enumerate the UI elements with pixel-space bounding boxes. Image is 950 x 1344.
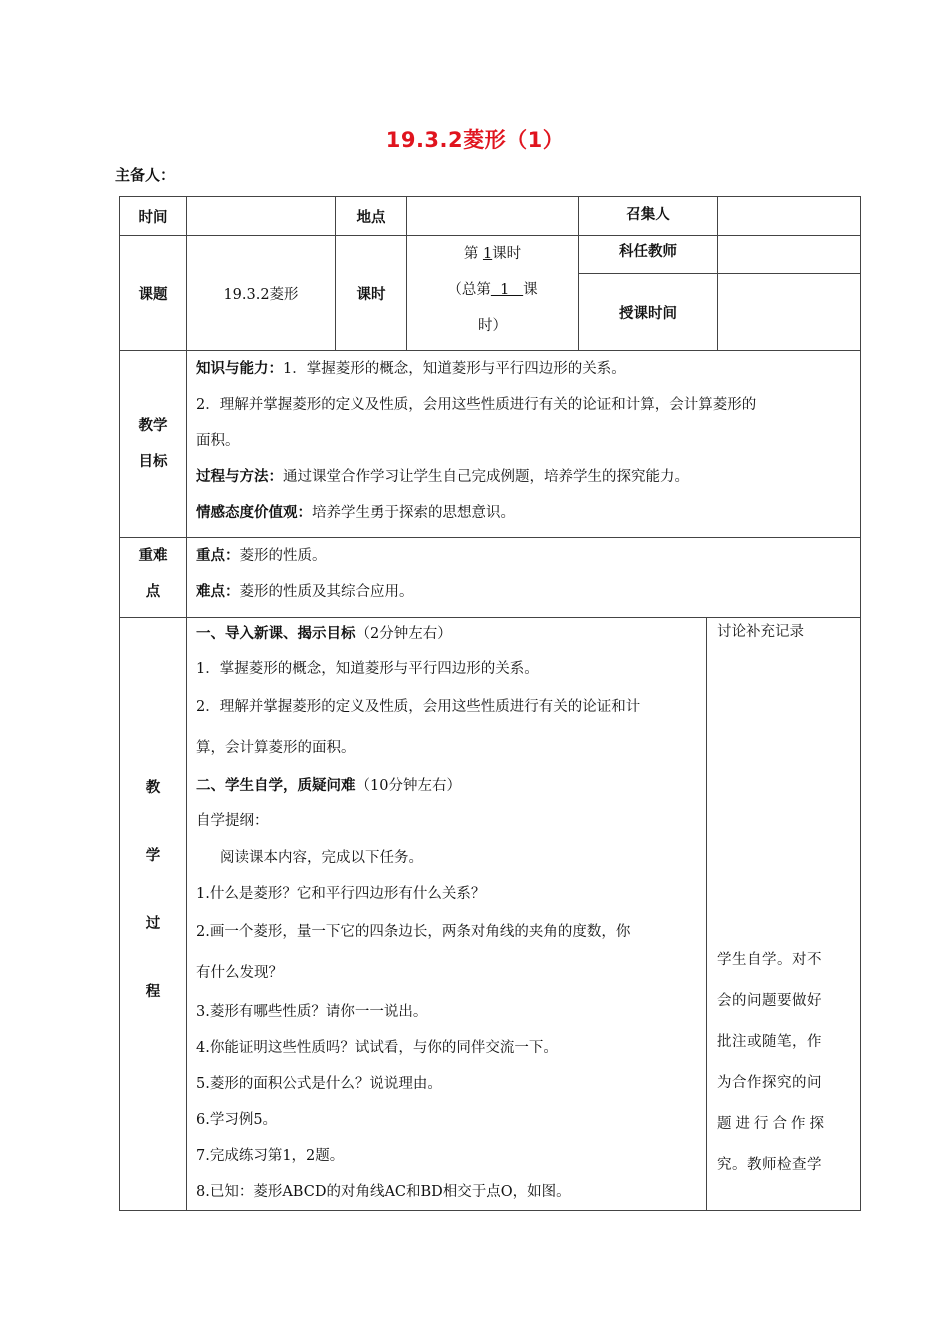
process-content bbox=[187, 618, 707, 1211]
process-label bbox=[120, 618, 187, 1211]
notes-line-6: 究。教师检查学 bbox=[717, 1157, 822, 1173]
period-prefix: 第 bbox=[463, 246, 483, 262]
notes-line-2: 会的问题要做好 bbox=[717, 993, 822, 1009]
period-line-3: 时） bbox=[478, 318, 507, 334]
emotion-text: 培养学生勇于探索的思想意识。 bbox=[312, 505, 515, 521]
time-value bbox=[187, 197, 336, 236]
objective-knowledge-2-cont: 面积。 bbox=[196, 433, 240, 449]
objective-knowledge bbox=[187, 351, 860, 387]
knowledge-text: 1．掌握菱形的概念，知道菱形与平行四边形的关系。 bbox=[283, 361, 626, 377]
objective-process bbox=[187, 459, 860, 495]
notes-line-3: 批注或随笔，作 bbox=[717, 1034, 822, 1050]
question-4: 4.你能证明这些性质吗？试试看，与你的同伴交流一下。 bbox=[196, 1040, 558, 1056]
difficult-title: 难点： bbox=[196, 584, 240, 600]
keypoints-label bbox=[120, 538, 187, 618]
notes-line-4: 为合作探究的问 bbox=[717, 1075, 822, 1091]
period-label: 课时 bbox=[336, 236, 407, 351]
section-2-time: （10分钟左右） bbox=[355, 778, 461, 794]
process-text: 通过课堂合作学习让学生自己完成例题，培养学生的探究能力。 bbox=[283, 469, 689, 485]
key-text: 菱形的性质。 bbox=[239, 548, 327, 564]
place-label: 地点 bbox=[336, 197, 407, 236]
objectives-label bbox=[120, 351, 187, 538]
process-label-char-3: 过 bbox=[145, 916, 161, 932]
keypoints-content bbox=[187, 538, 861, 618]
notes-line-1: 学生自学。对不 bbox=[717, 952, 822, 968]
self-study-instruction: 阅读课本内容，完成以下任务。 bbox=[220, 850, 423, 866]
keypoints-label-line-2: 点 bbox=[145, 584, 161, 600]
time-label: 时间 bbox=[120, 197, 187, 236]
question-1: 1.什么是菱形？它和平行四边形有什么关系？ bbox=[196, 886, 486, 902]
self-study-outline: 自学提纲： bbox=[196, 813, 269, 829]
keypoints-label-line-1: 重难 bbox=[138, 548, 168, 564]
emotion-title: 情感态度价值观： bbox=[196, 505, 312, 521]
key-point bbox=[187, 538, 860, 574]
notes-column bbox=[707, 618, 861, 1211]
question-6: 6.学习例5。 bbox=[196, 1112, 278, 1128]
section-1-item-2: 2．理解并掌握菱形的定义及性质，会用这些性质进行有关的论证和计 bbox=[196, 699, 641, 715]
process-label-char-4: 程 bbox=[145, 984, 161, 1000]
convener-label: 召集人 bbox=[579, 197, 718, 236]
section-1-item-1: 1．掌握菱形的概念，知道菱形与平行四边形的关系。 bbox=[196, 661, 539, 677]
notes-line-5: 题进行合作探 bbox=[717, 1116, 828, 1132]
question-3: 3.菱形有哪些性质？请你一一说出。 bbox=[196, 1004, 428, 1020]
teacher-value bbox=[718, 236, 861, 274]
process-label-char-2: 学 bbox=[145, 848, 161, 864]
question-8: 8.已知：菱形ABCD的对角线AC和BD相交于点O，如图。 bbox=[196, 1184, 571, 1200]
objective-emotion bbox=[187, 495, 860, 531]
preparer-label: 主备人： bbox=[115, 166, 176, 184]
section-1-time: （2分钟左右） bbox=[355, 626, 452, 642]
lesson-plan-table bbox=[119, 196, 861, 1211]
question-5: 5.菱形的面积公式是什么？说说理由。 bbox=[196, 1076, 442, 1092]
objectives-label-line-1: 教学 bbox=[138, 418, 168, 434]
section-1-heading bbox=[187, 618, 706, 650]
notes-spacer bbox=[717, 646, 854, 940]
question-2-cont: 有什么发现？ bbox=[196, 965, 283, 981]
question-2: 2.画一个菱形，量一下它的四条边长，两条对角线的夹角的度数，你 bbox=[196, 924, 631, 940]
convener-value bbox=[718, 197, 861, 236]
key-title: 重点： bbox=[196, 548, 240, 564]
section-1-item-2-cont: 算，会计算菱形的面积。 bbox=[196, 740, 356, 756]
place-value bbox=[407, 197, 579, 236]
process-label-char-1: 教 bbox=[145, 780, 161, 796]
objectives-content bbox=[187, 351, 861, 538]
topic-label: 课题 bbox=[120, 236, 187, 351]
difficult-text: 菱形的性质及其综合应用。 bbox=[239, 584, 414, 600]
objectives-label-line-2: 目标 bbox=[138, 454, 168, 470]
period-line-2 bbox=[407, 272, 578, 308]
total-number: 1 bbox=[490, 282, 524, 298]
notes-title: 讨论补充记录 bbox=[717, 624, 804, 640]
process-title: 过程与方法： bbox=[196, 469, 283, 485]
question-7: 7.完成练习第1，2题。 bbox=[196, 1148, 345, 1164]
difficult-point bbox=[187, 574, 860, 610]
teacher-label: 科任教师 bbox=[579, 236, 718, 274]
total-prefix: （总第 bbox=[447, 282, 491, 298]
document-title: 19.3.2菱形（1） bbox=[385, 128, 565, 152]
period-number: 1 bbox=[482, 246, 493, 262]
period-line-1 bbox=[407, 236, 578, 272]
notes-text bbox=[717, 940, 854, 1186]
objective-knowledge-2: 2．理解并掌握菱形的定义及性质，会用这些性质进行有关的论证和计算，会计算菱形的 bbox=[196, 397, 757, 413]
section-2-heading bbox=[187, 770, 706, 802]
section-2-title: 二、学生自学，质疑问难 bbox=[196, 778, 356, 794]
topic-value: 19.3.2菱形 bbox=[187, 236, 336, 351]
section-1-title: 一、导入新课、揭示目标 bbox=[196, 626, 356, 642]
total-suffix: 课 bbox=[523, 282, 538, 298]
teach-time-value bbox=[718, 274, 861, 351]
period-suffix: 课时 bbox=[492, 246, 522, 262]
knowledge-title: 知识与能力： bbox=[196, 361, 283, 377]
period-value bbox=[407, 236, 579, 351]
teach-time-label: 授课时间 bbox=[579, 274, 718, 351]
